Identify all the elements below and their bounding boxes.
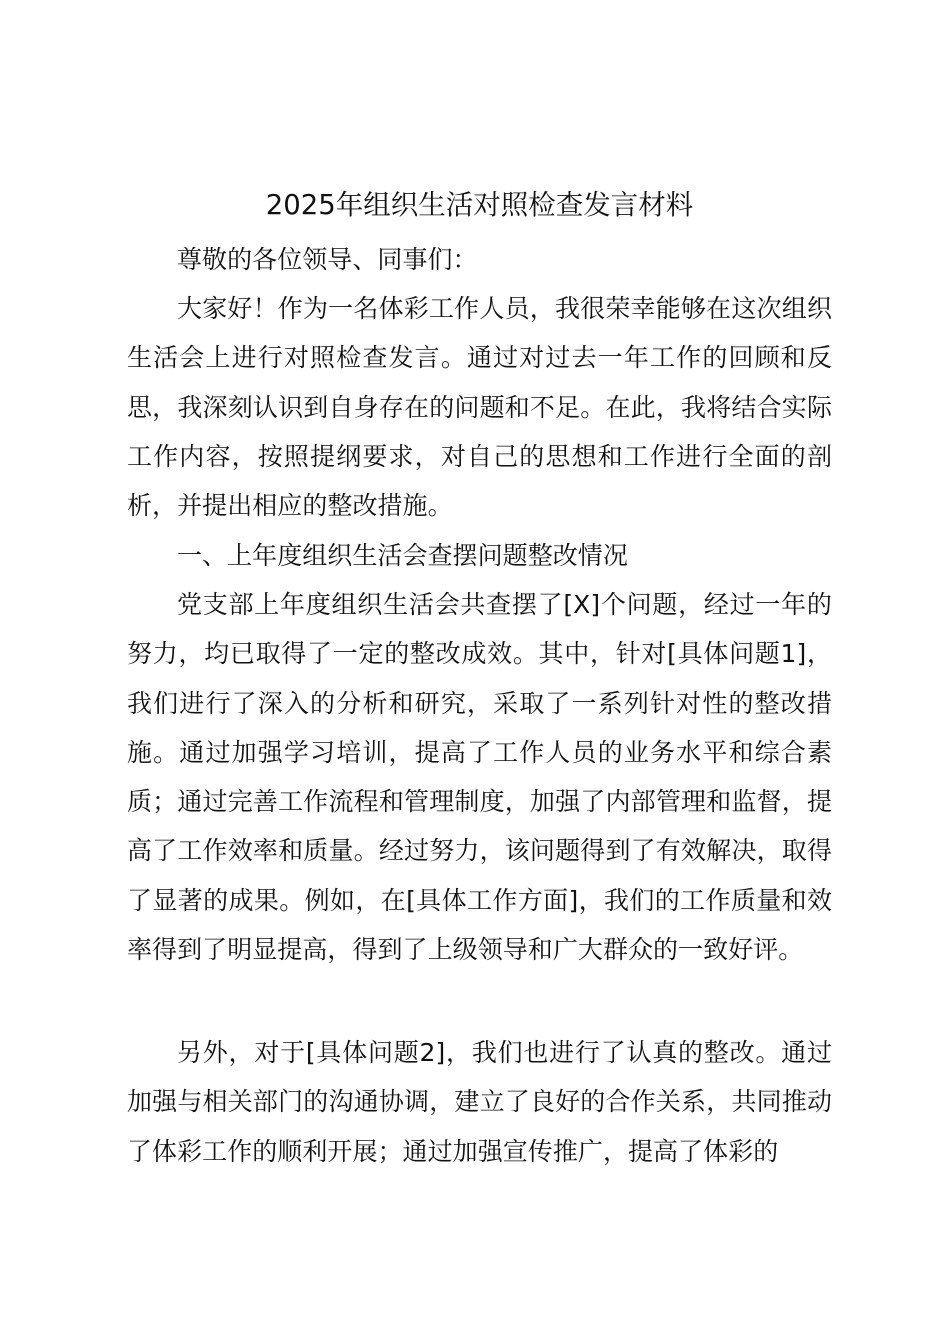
salutation-paragraph: 尊敬的各位领导、同事们： [177,245,478,274]
document-title: 2025年组织生活对照检查发言材料 [265,189,694,221]
intro-paragraph: 大家好！作为一名体彩工作人员，我很荣幸能够在这次组织生活会上进行对照检查发言。通过对过去一年工作的回顾和反思，我深刻认识到自身存在的问题和不足。在此，我将结合实际工作内容，按照提纲要求，对自己的思想和工作进行全面的剖析，并提出相应的整改措施。 [127,294,832,521]
section-heading: 一、上年度组织生活会查摆问题整改情况 [177,541,628,570]
body-paragraph: 党支部上年度组织生活会共查摆了[X]个问题，经过一年的努力，均已取得了一定的整改成效。其中，针对[具体问题1]，我们进行了深入的分析和研究，采取了一系列针对性的整改措施。通过加强学习培训，提高了工作人员的业务水平和综合素质；通过完善工作流程和管理制度，加强了内部管理和监督，提高了工作效率和质量。经过努力，该问题得到了有效解决，取得了显著的成果。例如，在[具体工作方面]，我们的工作质量和效率得到了明显提高，得到了上级领导和广大群众的一致好评。 [127,590,832,965]
body-paragraph-2: 另外，对于[具体问题2]，我们也进行了认真的整改。通过加强与相关部门的沟通协调，建立了良好的合作关系，共同推动了体彩工作的顺利开展；通过加强宣传推广，提高了体彩的 [127,1038,832,1166]
